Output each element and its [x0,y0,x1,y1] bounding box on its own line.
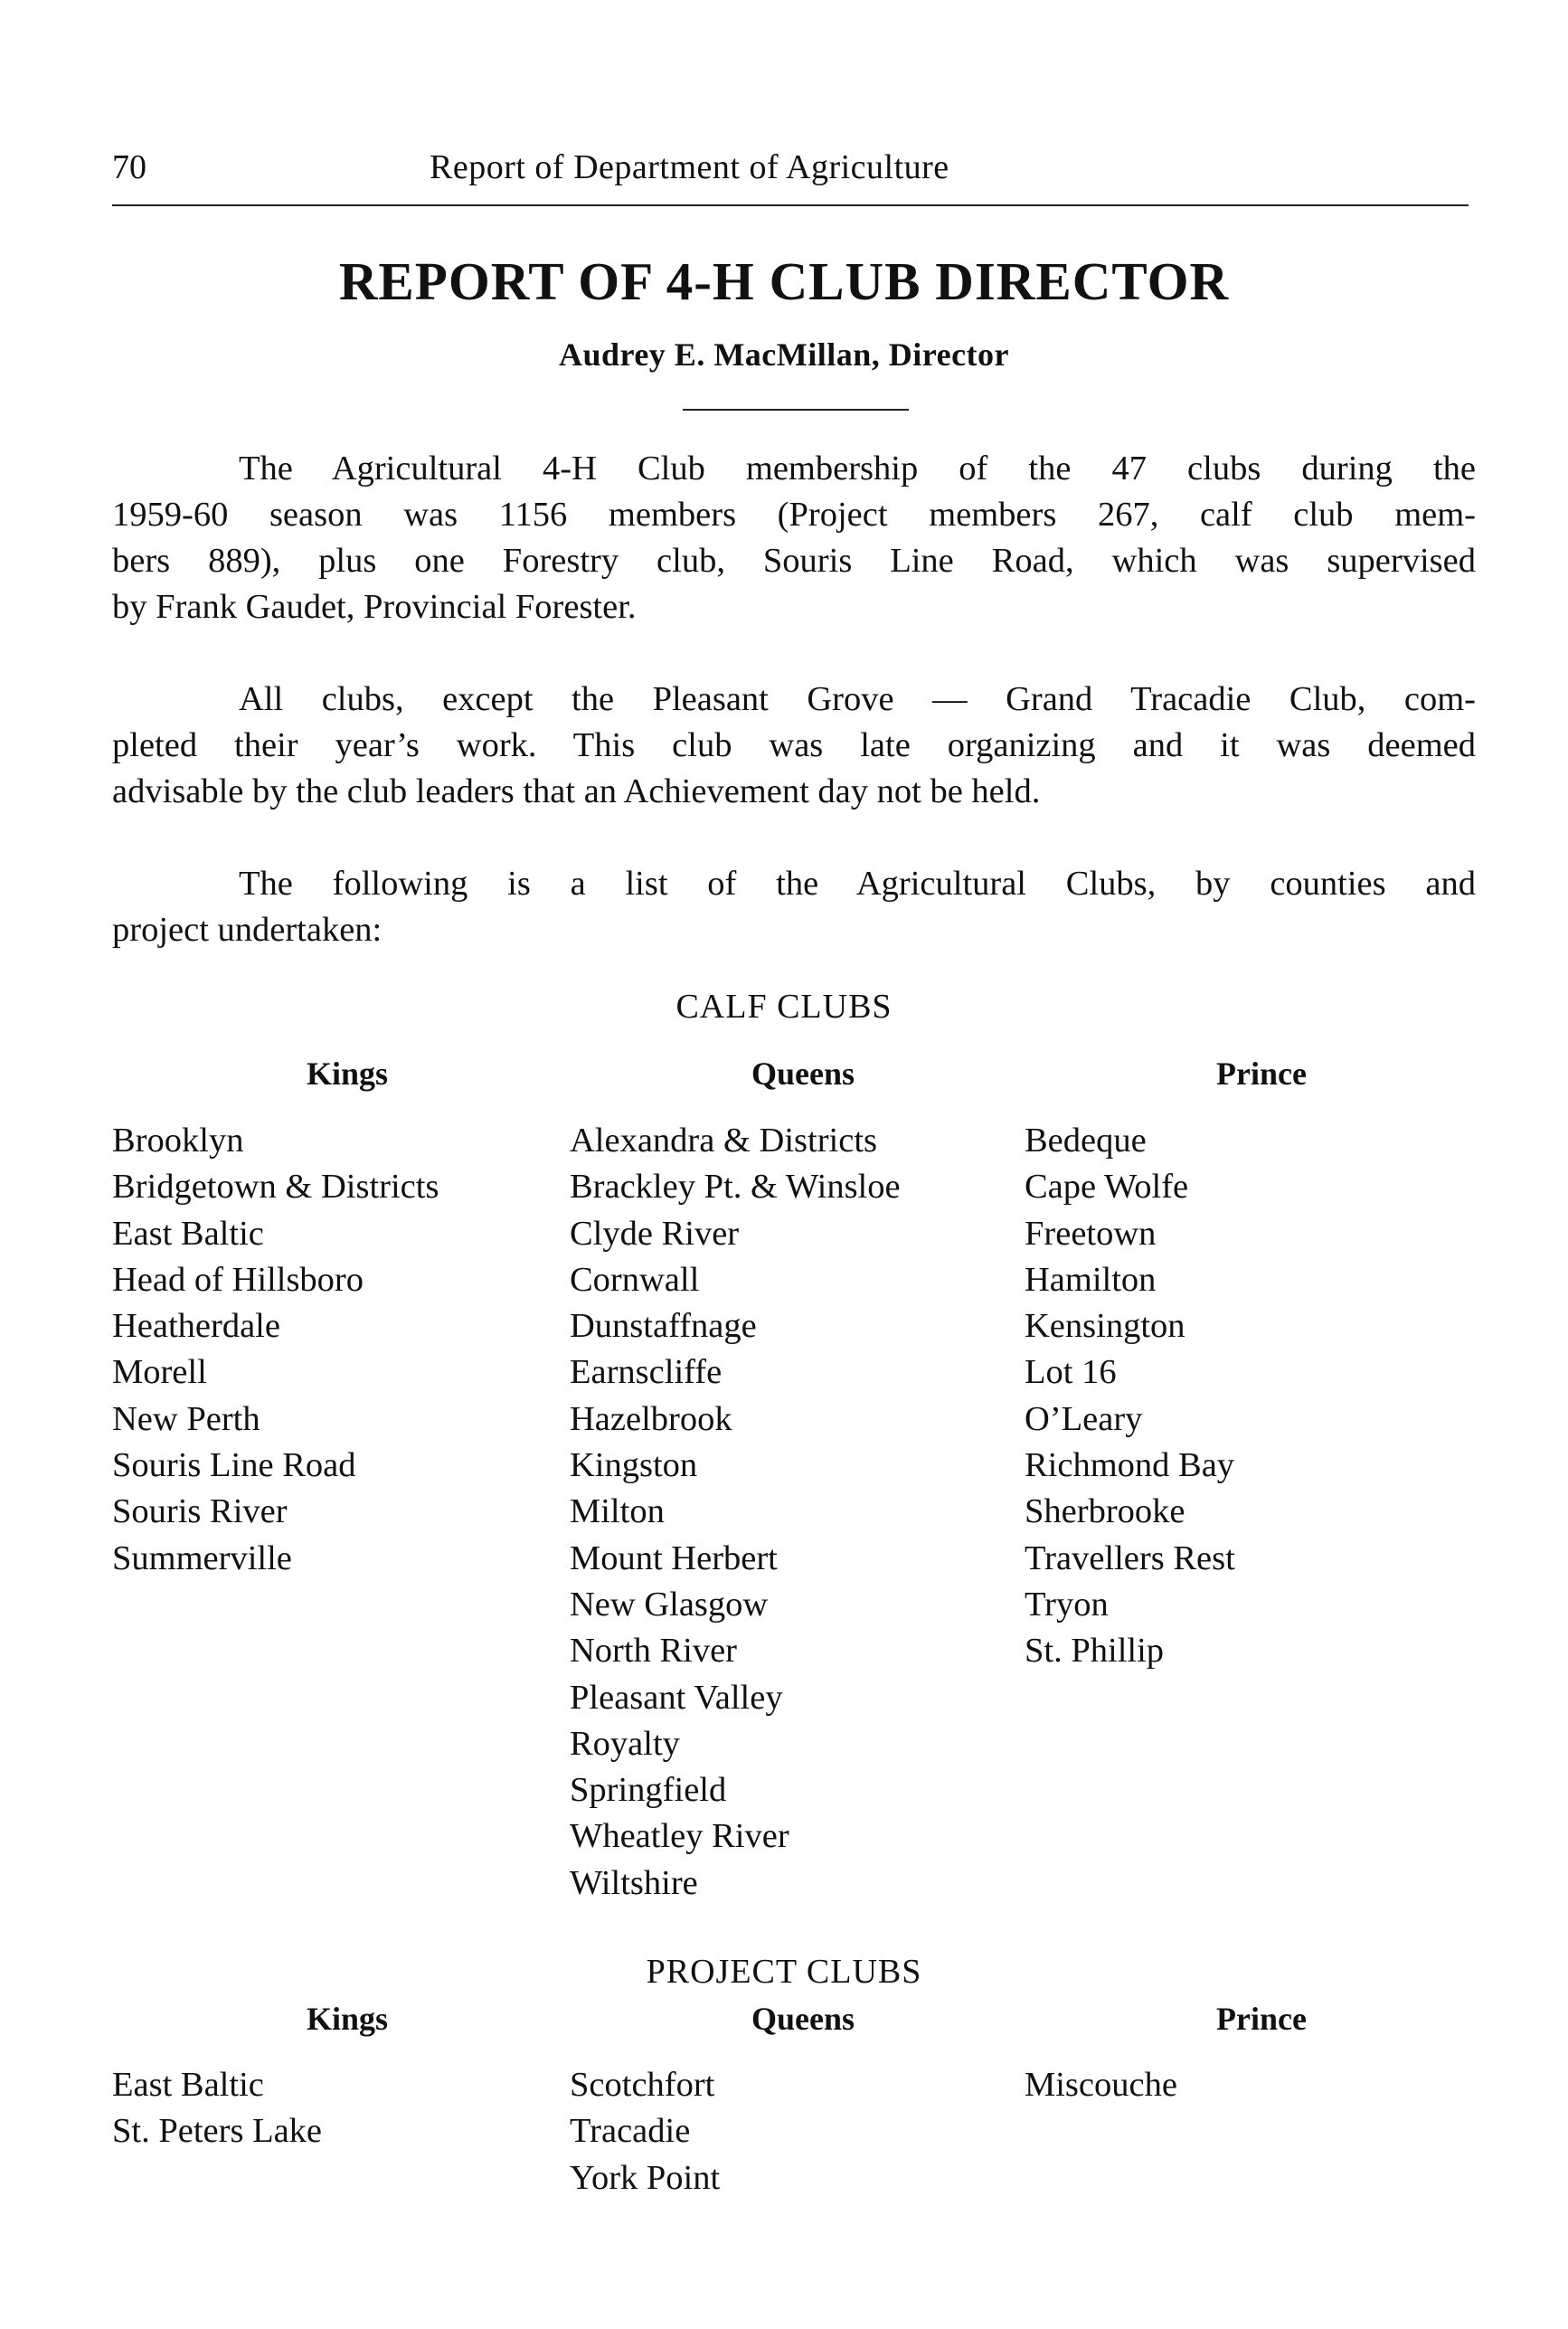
paragraph-line: advisable by the club leaders that an Achievement day not be held. [112,772,1041,810]
paragraph-completion [112,677,1476,815]
list-item: East Baltic [112,2066,264,2104]
list-item: Bedeque [1025,1122,1147,1160]
list-item: O’Leary [1025,1399,1143,1438]
calf-kings-heading: Kings [306,1056,389,1092]
list-item: Souris Line Road [112,1446,356,1485]
list-item: Summerville [112,1538,292,1577]
project-prince-heading: Prince [1216,2001,1307,2037]
list-item: Milton [570,1492,665,1531]
list-item: Wheatley River [570,1817,789,1856]
project-prince-list [1025,2062,1177,2108]
paragraph-line: pleted their year’s work. This club was late organizing and it was deemed [112,726,1476,764]
project-queens-heading: Queens [751,2001,855,2037]
list-item: Heatherdale [112,1307,280,1346]
list-item: Clyde River [570,1214,740,1253]
paragraph-line: bers 889), plus one Forestry club, Souris Line Road, which was supervised [112,542,1476,580]
calf-kings-list [112,1118,439,1582]
list-item: New Perth [112,1399,260,1438]
list-item: Mount Herbert [570,1538,778,1577]
list-item: New Glasgow [570,1585,769,1624]
list-item: Travellers Rest [1025,1538,1235,1577]
project-clubs-heading: PROJECT CLUBS [646,1953,922,1991]
list-item: St. Peters Lake [112,2112,323,2151]
list-item: Hamilton [1025,1260,1157,1299]
list-item: Kingston [570,1446,698,1485]
list-item: Cornwall [570,1260,700,1299]
list-item: Cape Wolfe [1025,1168,1189,1207]
calf-queens-list [570,1118,901,1907]
list-item: Wiltshire [570,1863,698,1902]
calf-prince-list [1025,1118,1235,1675]
list-item: Hazelbrook [570,1399,732,1438]
header-rule [112,204,1469,206]
paragraph-line: The following is a list of the Agricultural Clubs, by counties and [239,865,1476,903]
list-item: Springfield [570,1771,727,1810]
list-item: Morell [112,1353,207,1392]
list-item: Richmond Bay [1025,1446,1235,1485]
list-item: Alexandra & Districts [570,1122,877,1160]
project-queens-list [570,2062,720,2201]
project-kings-list [112,2062,322,2155]
list-item: Tryon [1025,1585,1109,1624]
page-title: REPORT OF 4-H CLUB DIRECTOR [338,251,1230,311]
list-item: York Point [570,2158,721,2197]
list-item: Lot 16 [1025,1353,1117,1392]
calf-queens-heading: Queens [751,1056,855,1092]
list-item: Head of Hillsboro [112,1260,364,1299]
list-item: Bridgetown & Districts [112,1168,439,1207]
list-item: Royalty [570,1724,680,1763]
calf-prince-heading: Prince [1216,1056,1307,1092]
list-item: Earnscliffe [570,1353,723,1392]
list-item: Sherbrooke [1025,1492,1185,1531]
list-item: Miscouche [1025,2066,1177,2104]
paragraph-list-intro [112,861,1476,953]
calf-clubs-heading: CALF CLUBS [675,988,893,1026]
list-item: Brackley Pt. & Winsloe [570,1168,901,1207]
list-item: St. Phillip [1025,1632,1165,1671]
list-item: Souris River [112,1492,288,1531]
page-number: 70 [112,148,146,186]
list-item: Pleasant Valley [570,1678,783,1717]
project-kings-heading: Kings [306,2001,389,2037]
report-author: Audrey E. MacMillan, Director [558,336,1010,373]
running-head: Report of Department of Agriculture [430,148,949,186]
list-item: Brooklyn [112,1122,244,1160]
paragraph-line: The Agricultural 4-H Club membership of the 47 clubs during the [239,450,1476,488]
list-item: Scotchfort [570,2066,715,2104]
paragraph-line: project undertaken: [112,911,383,949]
paragraph-membership [112,446,1476,630]
list-item: Kensington [1025,1307,1185,1346]
paragraph-line: 1959-60 season was 1156 members (Project members 267, calf club mem- [112,496,1476,534]
list-item: Dunstaffnage [570,1307,757,1346]
list-item: North River [570,1632,737,1671]
list-item: East Baltic [112,1214,264,1253]
paragraph-line: by Frank Gaudet, Provincial Forester. [112,588,637,626]
title-divider [683,409,909,411]
list-item: Freetown [1025,1214,1157,1253]
paragraph-line: All clubs, except the Pleasant Grove — Grand Tracadie Club, com- [239,680,1476,718]
list-item: Tracadie [570,2112,691,2151]
